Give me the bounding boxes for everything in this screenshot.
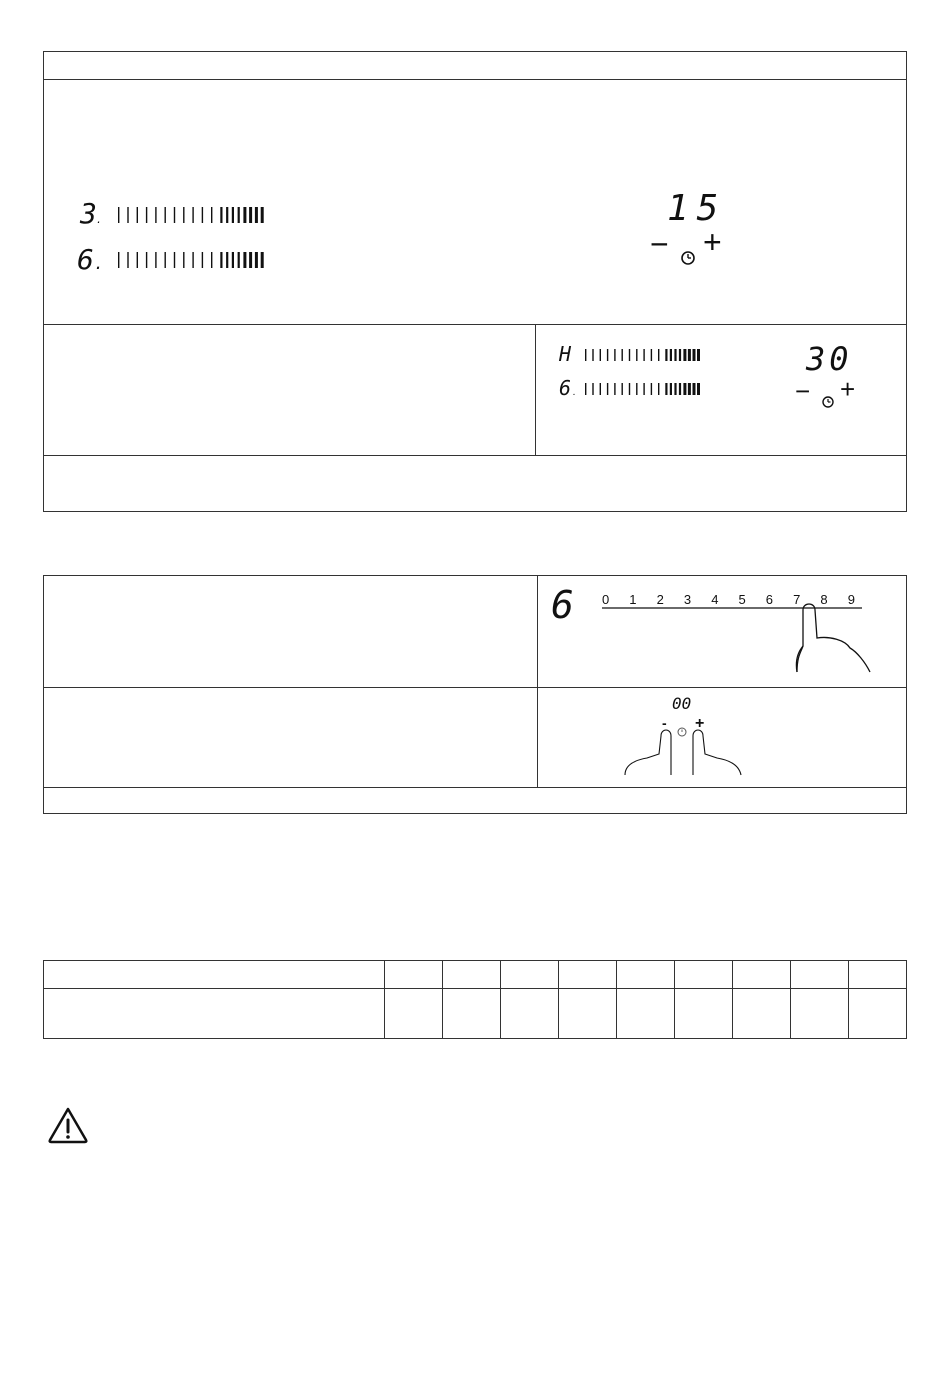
timer-touch-plus[interactable]: +	[695, 715, 705, 732]
slider-scale-number[interactable]: 6	[765, 592, 774, 607]
timer-plus-button[interactable]: +	[703, 224, 722, 260]
slider-scale	[602, 592, 855, 607]
level-segment	[220, 252, 222, 268]
level-segment	[127, 207, 128, 223]
level-segment	[226, 207, 228, 223]
table-divider	[43, 787, 907, 788]
level-segment	[629, 349, 630, 361]
table-cell	[443, 989, 501, 1039]
level-segment	[636, 383, 637, 395]
left-hand-icon	[625, 730, 671, 775]
level-segment	[165, 207, 166, 223]
table-row	[44, 989, 907, 1039]
zone1-level-digit: H	[559, 342, 572, 366]
level-segment	[614, 349, 615, 361]
level-segment	[202, 252, 203, 268]
zone1-level-bar	[118, 207, 264, 223]
level-segment	[614, 383, 615, 395]
panel-b-power-display	[555, 340, 735, 402]
zone2-dot: .	[572, 388, 577, 397]
zone2-level-bar	[585, 383, 700, 395]
level-segment	[226, 252, 228, 268]
table-cell	[559, 989, 617, 1039]
level-segment	[118, 252, 119, 268]
level-segment	[174, 252, 175, 268]
zone2-dot: .	[94, 254, 104, 273]
level-segment	[651, 383, 652, 395]
level-segment	[183, 252, 184, 268]
warning-triangle-icon	[47, 1106, 89, 1144]
table-cell	[501, 961, 559, 989]
table-cell	[791, 989, 849, 1039]
timer-plus-button[interactable]: +	[840, 374, 856, 404]
level-segment	[211, 252, 212, 268]
level-segment	[622, 383, 623, 395]
level-segment	[238, 207, 240, 223]
level-segment	[658, 349, 659, 361]
level-segment	[137, 252, 138, 268]
panel-a-power-display	[70, 190, 310, 280]
table-divider	[537, 575, 538, 787]
level-segment	[165, 252, 166, 268]
level-segment	[658, 383, 659, 395]
level-segment	[127, 252, 128, 268]
table-cell	[733, 989, 791, 1039]
level-segment	[155, 252, 156, 268]
level-segment	[688, 383, 691, 395]
level-segment	[688, 349, 691, 361]
table-divider	[43, 455, 907, 456]
level-segment	[137, 207, 138, 223]
clock-icon	[678, 728, 686, 736]
timer-minus-button[interactable]: −	[650, 226, 669, 262]
slider-scale-number[interactable]: 7	[793, 592, 801, 607]
timer-touch-minus[interactable]: -	[662, 715, 667, 731]
zone2-level-digit: 6	[559, 376, 572, 400]
zone1-level-digit: 3	[80, 197, 97, 230]
level-segment	[636, 349, 637, 361]
table-cell	[44, 989, 385, 1039]
level-segment	[629, 383, 630, 395]
level-segment	[585, 349, 586, 361]
slider-scale-number[interactable]: 9	[847, 592, 855, 607]
level-segment	[679, 349, 681, 361]
panel-b-timer-display	[792, 340, 867, 412]
panel-a-timer-display	[645, 185, 735, 270]
level-segment	[607, 349, 608, 361]
level-segment	[146, 252, 147, 268]
slider-scale-number[interactable]: 4	[711, 592, 719, 607]
table-cell	[559, 961, 617, 989]
table-cell	[849, 961, 907, 989]
settings-grid-table	[43, 960, 907, 1039]
level-segment	[693, 383, 696, 395]
zone2-level-bar	[118, 252, 264, 268]
table-cell	[733, 961, 791, 989]
slider-display-digit: 6	[551, 583, 574, 627]
timer-value: 15	[667, 188, 727, 229]
level-segment	[232, 207, 234, 223]
level-segment	[697, 349, 700, 361]
level-segment	[651, 349, 652, 361]
level-segment	[183, 207, 184, 223]
level-segment	[697, 383, 700, 395]
level-segment	[192, 252, 193, 268]
level-segment	[243, 207, 246, 223]
level-segment	[683, 349, 686, 361]
level-segment	[261, 252, 264, 268]
level-segment	[118, 207, 119, 223]
table-cell	[385, 961, 443, 989]
table-divider	[43, 79, 907, 80]
level-segment	[174, 207, 175, 223]
table-divider	[535, 324, 536, 455]
table-cell	[617, 961, 675, 989]
level-segment	[592, 349, 593, 361]
level-segment	[600, 383, 601, 395]
right-hand-icon	[693, 730, 741, 775]
table-cell	[849, 989, 907, 1039]
level-segment	[192, 207, 193, 223]
level-segment	[243, 252, 246, 268]
level-segment	[220, 207, 222, 223]
slider-scale-number[interactable]: 1	[629, 592, 637, 607]
table-cell	[791, 961, 849, 989]
zone1-dot: .	[96, 215, 103, 226]
level-segment	[683, 383, 686, 395]
level-segment	[674, 349, 676, 361]
level-segment	[643, 383, 644, 395]
table-row	[44, 961, 907, 989]
zone1-level-bar	[585, 349, 700, 361]
level-segment	[643, 349, 644, 361]
timer-touch-illustration	[615, 690, 755, 785]
table-cell	[443, 961, 501, 989]
level-segment	[155, 207, 156, 223]
level-segment	[679, 383, 681, 395]
level-segment	[693, 349, 696, 361]
level-segment	[585, 383, 586, 395]
level-segment	[202, 207, 203, 223]
level-segment	[665, 349, 667, 361]
level-segment	[622, 349, 623, 361]
level-segment	[670, 383, 672, 395]
table-cell	[44, 961, 385, 989]
slider-scale-number[interactable]: 3	[683, 592, 692, 607]
slider-scale-number[interactable]: 8	[820, 592, 828, 607]
table-cell	[675, 989, 733, 1039]
level-segment	[238, 252, 240, 268]
table-cell	[501, 989, 559, 1039]
level-segment	[670, 349, 672, 361]
table-cell	[675, 961, 733, 989]
clock-icon	[823, 397, 833, 407]
timer-value: 30	[806, 340, 853, 378]
slider-scale-number[interactable]: 5	[738, 592, 746, 607]
slider-scale-number[interactable]: 2	[656, 592, 664, 607]
zone2-level-digit: 6	[77, 243, 94, 276]
control-panel-table	[43, 51, 907, 512]
slider-scale-number[interactable]: 0	[602, 592, 610, 607]
clock-icon	[682, 252, 694, 264]
table-cell	[385, 989, 443, 1039]
level-segment	[261, 207, 264, 223]
level-segment	[232, 252, 234, 268]
level-segment	[674, 383, 676, 395]
level-segment	[607, 383, 608, 395]
level-segment	[249, 252, 252, 268]
level-segment	[665, 383, 667, 395]
table-divider	[43, 324, 907, 325]
level-segment	[255, 252, 258, 268]
level-segment	[249, 207, 252, 223]
level-segment	[211, 207, 212, 223]
level-segment	[146, 207, 147, 223]
level-segment	[592, 383, 593, 395]
level-segment	[255, 207, 258, 223]
pointing-hand-icon	[796, 604, 870, 672]
table-divider	[43, 687, 907, 688]
table-cell	[617, 989, 675, 1039]
timer-minus-button[interactable]: −	[795, 376, 811, 406]
level-segment	[600, 349, 601, 361]
timer-touch-display: 00	[672, 694, 692, 713]
slider-illustration	[545, 580, 875, 680]
